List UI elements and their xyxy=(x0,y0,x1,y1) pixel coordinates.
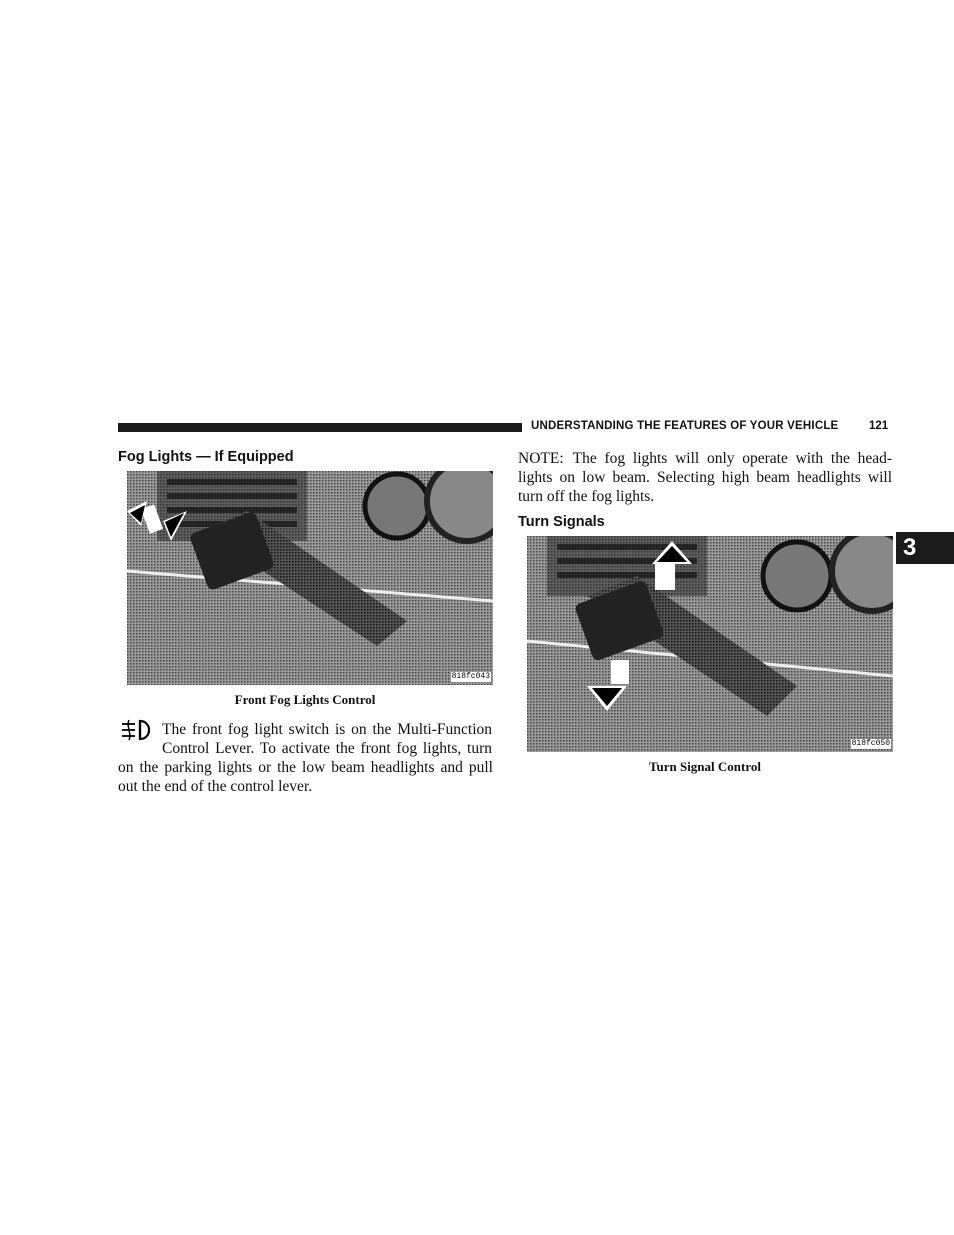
header-rule xyxy=(118,423,522,432)
turn-signals-illustration xyxy=(527,536,893,752)
fog-lights-illustration xyxy=(127,471,493,685)
turn-signals-caption: Turn Signal Control xyxy=(649,759,761,774)
fog-paragraph-line1: The front fog light switch is on the Multi-Function xyxy=(162,721,492,738)
fog-lights-heading: Fog Lights — If Equipped xyxy=(118,449,294,465)
front-fog-light-icon xyxy=(118,718,156,742)
fog-lights-caption: Front Fog Lights Control xyxy=(234,692,376,707)
page-number: 121 xyxy=(869,420,889,432)
figure-code: 818fc043 xyxy=(451,672,490,681)
turn-signals-heading: Turn Signals xyxy=(518,514,605,530)
note-text: The fog lights will only operate with the head-lights on low beam. Selecting high beam headlights will turn off the fog lights. xyxy=(518,450,892,505)
chapter-tab: 3 xyxy=(896,532,954,564)
fog-paragraph-line2: Control Lever. To activate the front fog lights, turn xyxy=(162,740,492,757)
figure-code: 818fc050 xyxy=(851,739,890,748)
fog-paragraph-rest: on the parking lights or the low beam headlights and pull out the end of the control lever. xyxy=(118,759,493,795)
turn-signals-figure xyxy=(527,536,893,752)
running-header: UNDERSTANDING THE FEATURES OF YOUR VEHICLE xyxy=(531,420,839,432)
note-label: NOTE: xyxy=(518,450,564,467)
fog-lights-figure xyxy=(127,471,493,685)
note-paragraph xyxy=(518,449,892,506)
